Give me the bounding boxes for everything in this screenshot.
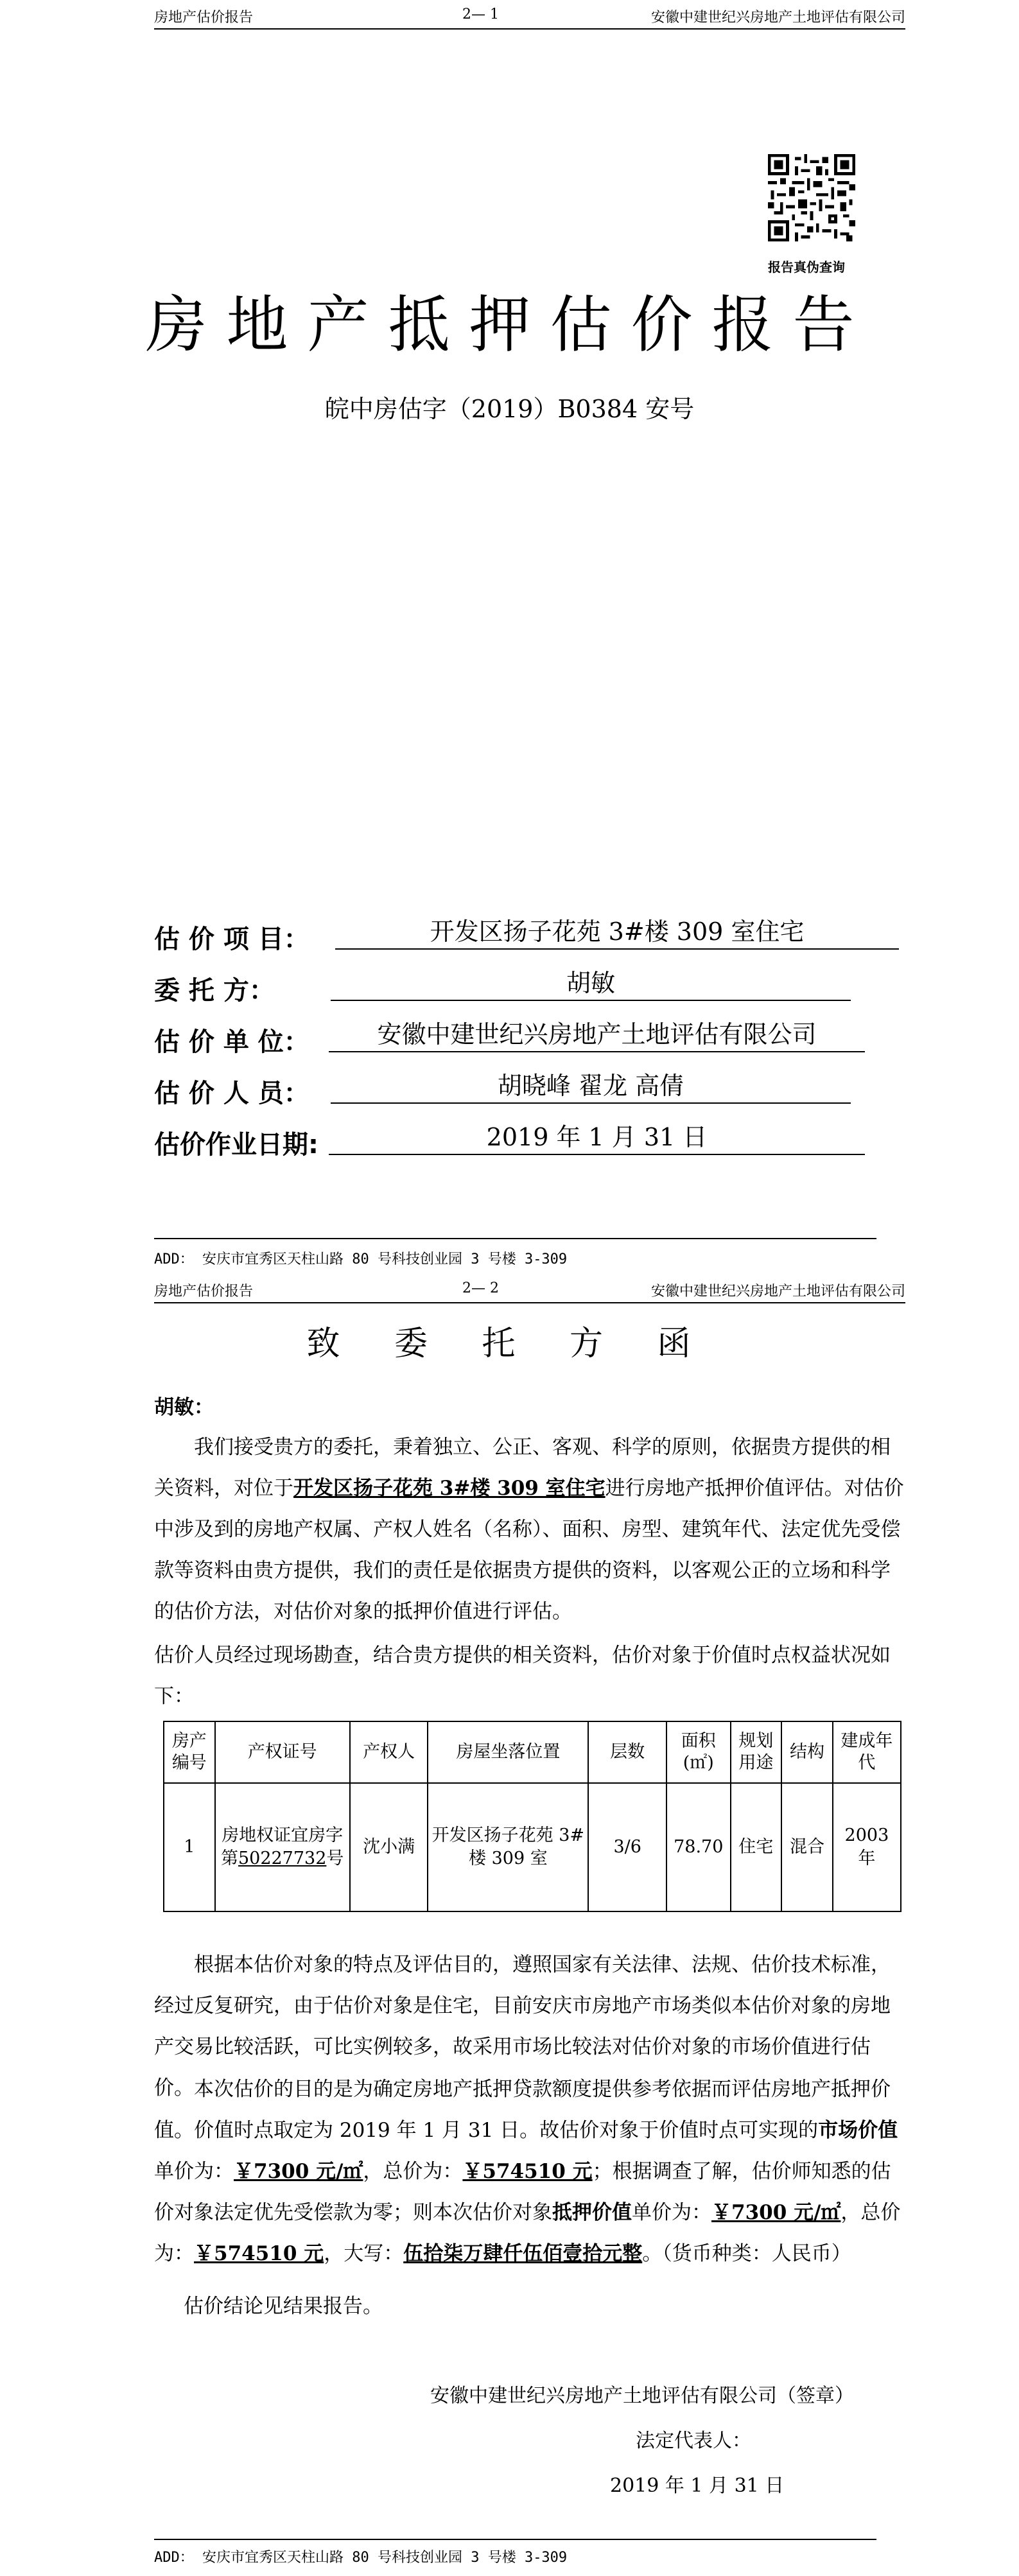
- col-header: 层数: [588, 1721, 666, 1783]
- cell-no: 1: [164, 1783, 215, 1911]
- unit-price: ￥7300 元/㎡: [234, 2160, 363, 2183]
- footer-divider: [154, 1238, 876, 1239]
- mortgage-value-label: 抵押价值: [552, 2201, 632, 2224]
- info-value: 胡晓峰 翟龙 高倩: [331, 1069, 851, 1104]
- info-label: 估 价 单 位：: [154, 1027, 309, 1057]
- header-right: 安徽中建世纪兴房地产土地评估有限公司: [650, 1284, 905, 1300]
- info-value: 2019 年 1 月 31 日: [329, 1120, 865, 1155]
- table-row: [164, 1783, 901, 1911]
- letter-title: 致 委 托 方 函: [306, 1325, 713, 1363]
- qr-code-icon[interactable]: [768, 154, 855, 241]
- report-title: 房地产抵押估价报告: [145, 289, 874, 361]
- table-header-row: [164, 1721, 901, 1783]
- signature-date: 2019 年 1 月 31 日: [610, 2475, 785, 2497]
- col-header: 规划用途: [731, 1721, 782, 1783]
- header-page-number: 2— 1: [462, 6, 499, 22]
- market-value-label: 市场价值: [818, 2119, 898, 2142]
- paragraph-conclusion: 本次估价的目的是为确定房地产抵押贷款额度提供参考依据而评估房地产抵押价值。价值时点取定为 2019 年 1 月 31 日。故估价对象于价值时点可实现的市场价值单价为：￥7300 元/㎡，总价为：￥574510 元；根据调查了解，估价师知悉的估价对象法定优先受偿款为零；则本次估价对象抵押价值单价为：￥7300 元/㎡，总价为：￥574510 元，大写：伍拾柒万肆仟伍佰壹拾元整。（货币种类：人民币）: [154, 2078, 901, 2265]
- signature-company: 安徽中建世纪兴房地产土地评估有限公司（签章）: [430, 2385, 854, 2407]
- header-left: 房地产估价报告: [154, 10, 254, 26]
- total-price: ￥574510 元: [462, 2160, 593, 2183]
- paragraph-method: 根据本估价对象的特点及评估目的，遵照国家有关法律、法规、估价技术标准，经过反复研究，由于估价对象是住宅，目前安庆市房地产市场类似本估价对象的房地产交易比较活跃，可比实例较多，故采用市场比较法对估价对象的市场价值进行估价。: [154, 1953, 891, 2100]
- page-header: [154, 1274, 905, 1303]
- col-header: 房产编号: [164, 1721, 215, 1783]
- cell-floors: 3/6: [588, 1783, 666, 1911]
- col-header: 面积(㎡): [666, 1721, 731, 1783]
- footer-address: ADD： 安庆市宜秀区天柱山路 80 号科技创业园 3 号楼 3-309: [154, 2550, 568, 2566]
- col-header: 房屋坐落位置: [428, 1721, 588, 1783]
- mortgage-total-price: ￥574510 元: [194, 2242, 324, 2265]
- col-header: 产权证号: [215, 1721, 350, 1783]
- cell-structure: 混合: [781, 1783, 833, 1911]
- info-value: 安徽中建世纪兴房地产土地评估有限公司: [329, 1018, 865, 1052]
- paragraph-see-report: 估价结论见结果报告。: [184, 2295, 383, 2318]
- info-label: 估 价 人 员：: [154, 1079, 309, 1108]
- signature-representative: 法定代表人：: [636, 2430, 751, 2452]
- mortgage-unit-price: ￥7300 元/㎡: [711, 2201, 841, 2224]
- col-header: 结构: [781, 1721, 833, 1783]
- cell-usage: 住宅: [731, 1783, 782, 1911]
- header-page-number: 2— 2: [462, 1280, 499, 1296]
- report-number: 皖中房估字（2019）B0384 安号: [324, 395, 695, 423]
- cell-year: 2003 年: [833, 1783, 901, 1911]
- info-value: 开发区扬子花苑 3#楼 309 室住宅: [335, 915, 899, 950]
- property-table: [163, 1721, 901, 1912]
- header-right: 安徽中建世纪兴房地产土地评估有限公司: [650, 10, 905, 26]
- info-label: 估价作业日期:: [154, 1130, 318, 1160]
- col-header: 建成年代: [833, 1721, 901, 1783]
- col-header: 产权人: [350, 1721, 428, 1783]
- info-label: 委 托 方：: [154, 976, 275, 1005]
- qr-caption: 报告真伪查询: [768, 259, 845, 275]
- footer-address: ADD： 安庆市宜秀区天柱山路 80 号科技创业园 3 号楼 3-309: [154, 1251, 568, 1267]
- amount-in-words: 伍拾柒万肆仟伍佰壹拾元整: [403, 2242, 643, 2265]
- header-left: 房地产估价报告: [154, 1284, 254, 1300]
- paragraph-survey: 估价人员经过现场勘查，结合贵方提供的相关资料，估价对象于价值时点权益状况如下：: [154, 1644, 891, 1708]
- paragraph-engagement: 我们接受贵方的委托，秉着独立、公正、客观、科学的原则，依据贵方提供的相关资料，对位于开发区扬子花苑 3#楼 309 室住宅进行房地产抵押价值评估。对估价中涉及到的房地产权属、产权人姓名（名称）、面积、房型、建筑年代、法定优先受偿款等资料由贵方提供，我们的责任是依据贵方提供的资料，以客观公正的立场和科学的估价方法，对估价对象的抵押价值进行评估。: [154, 1436, 904, 1623]
- footer-divider: [154, 2539, 876, 2540]
- cell-cert: 房地权证宜房字第50227732号: [215, 1783, 350, 1911]
- info-value: 胡敏: [331, 966, 851, 1001]
- cell-area: 78.70: [666, 1783, 731, 1911]
- cell-location: 开发区扬子花苑 3#楼 309 室: [428, 1783, 588, 1911]
- property-address: 开发区扬子花苑 3#楼 309 室住宅: [293, 1477, 605, 1500]
- info-label: 估 价 项 目：: [154, 925, 309, 954]
- page-header: [154, 0, 905, 30]
- cell-owner: 沈小满: [350, 1783, 428, 1911]
- salutation: 胡敏：: [154, 1396, 214, 1419]
